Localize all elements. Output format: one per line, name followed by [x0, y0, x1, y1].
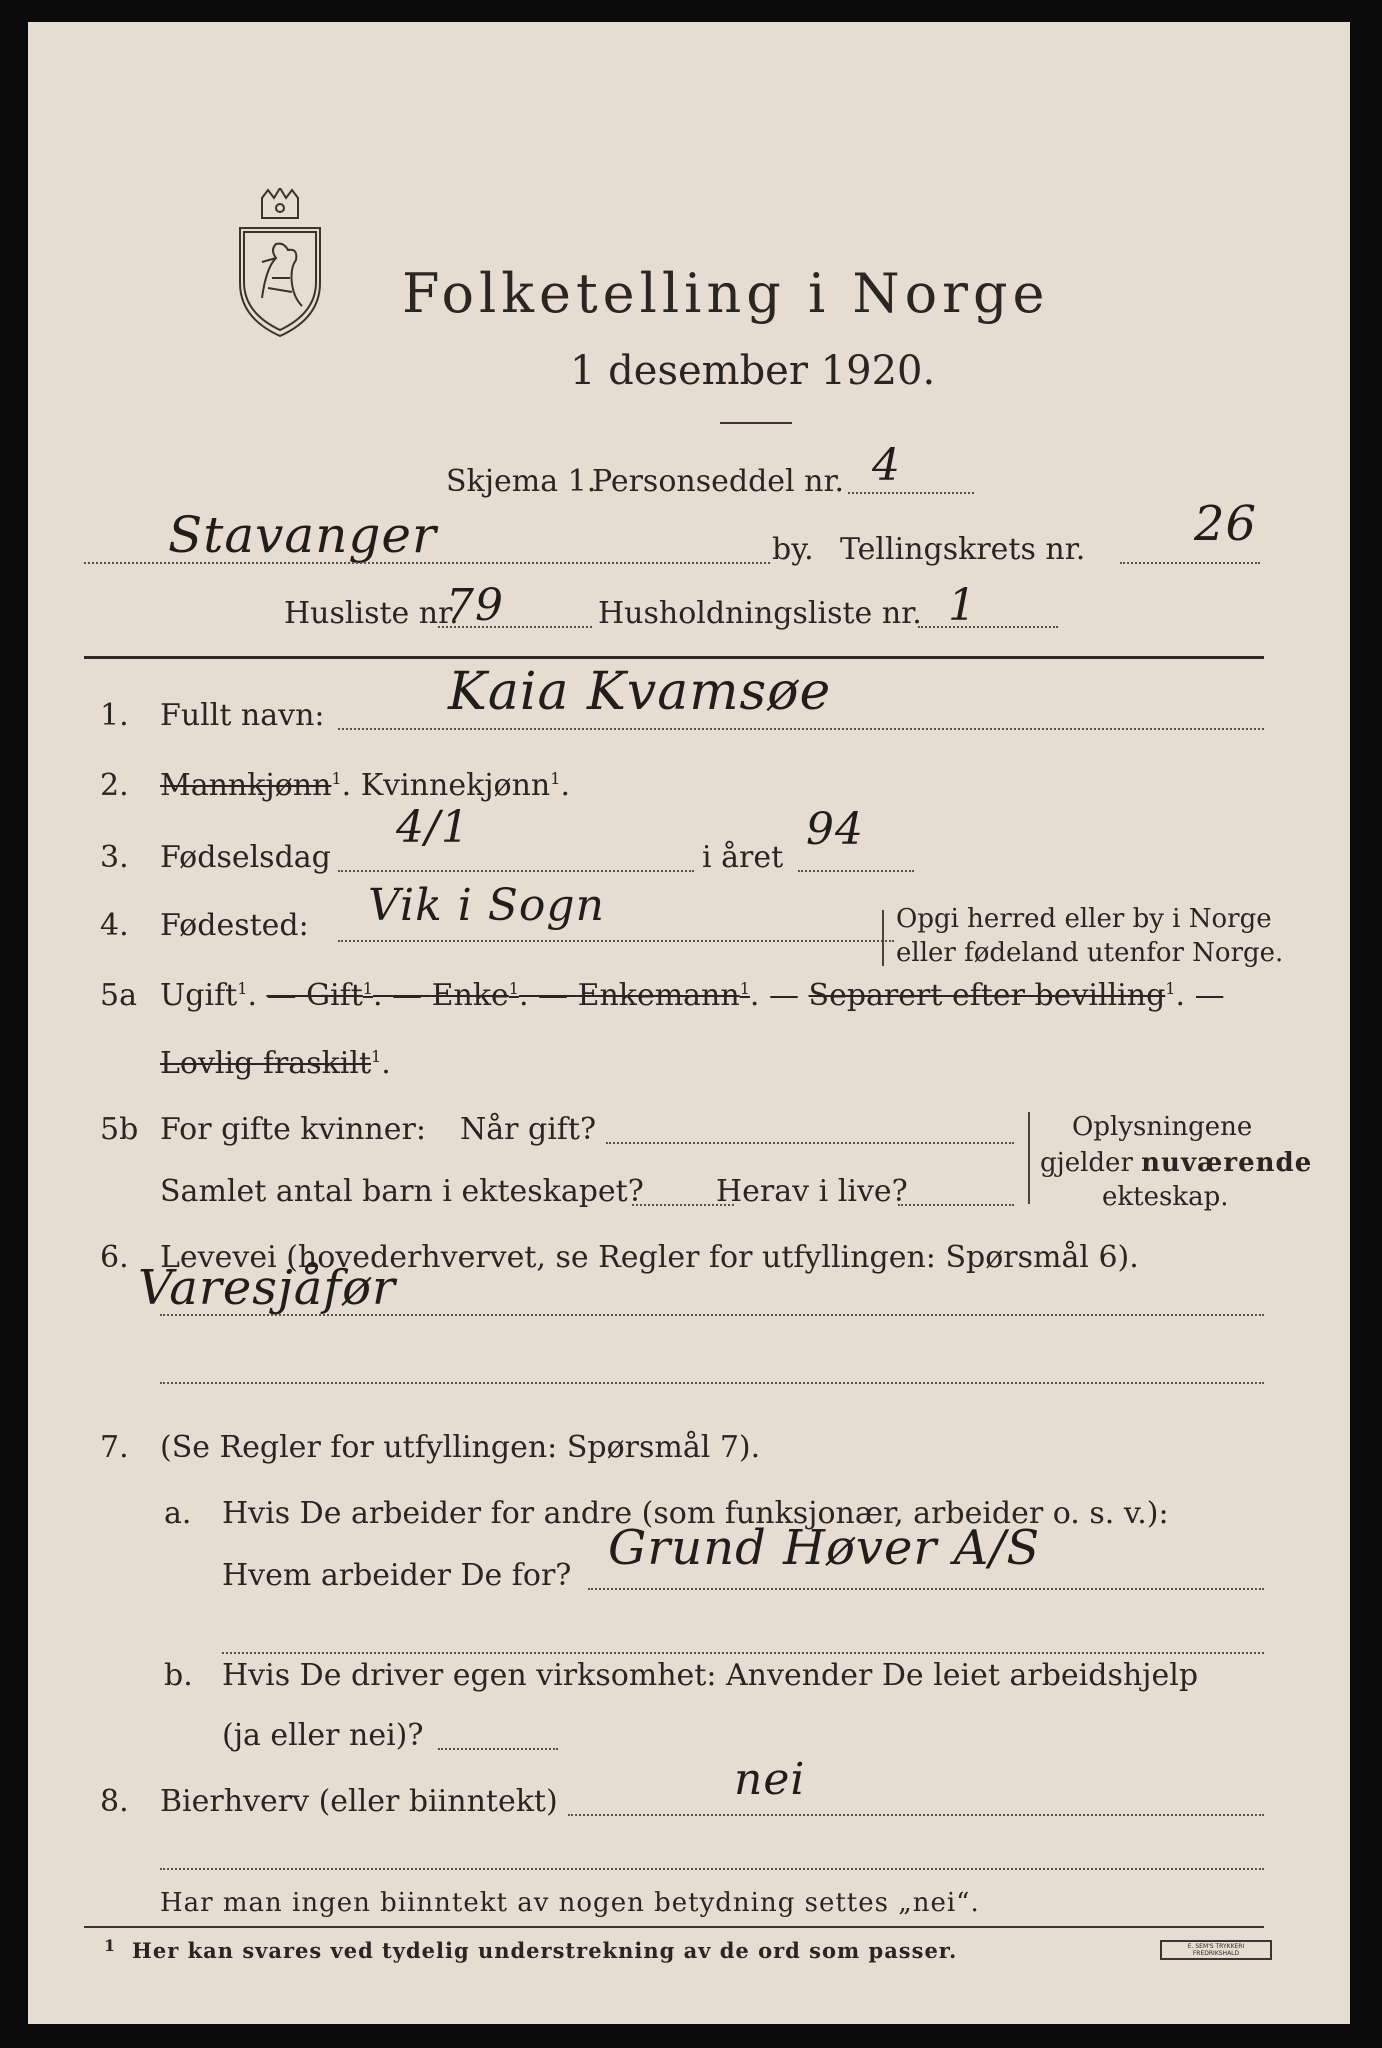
- footnote-mark: 1: [104, 1936, 116, 1955]
- q1-value: Kaia Kvamsøe: [448, 662, 832, 722]
- q2-options: [160, 768, 570, 803]
- q6-number: 6.: [100, 1240, 129, 1275]
- husholdning-line: [918, 626, 1058, 628]
- q6-line2: [160, 1382, 1264, 1384]
- q8-value: nei: [734, 1754, 806, 1805]
- q5a-ugift: Ugift: [160, 978, 238, 1013]
- q3-year-value: 94: [806, 804, 864, 855]
- q1-label: Fullt navn:: [160, 698, 325, 733]
- personseddel-value: 4: [872, 440, 901, 491]
- tellingskrets-label: Tellingskrets nr.: [840, 532, 1086, 567]
- q5a-dash2: —: [1194, 978, 1225, 1013]
- q6-label: Levevei (hovederhvervet, se Regler for utfyllingen: Spørsmål 6).: [160, 1240, 1139, 1275]
- q2-sup2: 1: [550, 769, 561, 788]
- q8-label: Bierhverv (eller biinntekt): [160, 1784, 558, 1819]
- q2-mannkjonn: Mannkjønn: [160, 768, 332, 803]
- q5a-separert: Separert efter bevilling: [808, 978, 1166, 1013]
- q7b-text1: Hvis De driver egen virksomhet: Anvender De leiet arbeidshjelp: [222, 1658, 1199, 1693]
- census-date: 1 desember 1920.: [570, 348, 936, 394]
- q7a-text2: Hvem arbeider De for?: [222, 1558, 572, 1593]
- q8-line2: [160, 1868, 1264, 1870]
- q5b-note-line3: ekteskap.: [1102, 1182, 1229, 1212]
- footer-rule: [84, 1926, 1264, 1928]
- footnote-text: Her kan svares ved tydelig understrekning av de ord som passer.: [132, 1938, 958, 1963]
- footer-note: Har man ingen biinntekt av nogen betydning settes „nei“.: [160, 1888, 980, 1918]
- q7a-text1: Hvis De arbeider for andre (som funksjonær, arbeider o. s. v.):: [222, 1496, 1169, 1531]
- husholdning-value: 1: [948, 580, 977, 631]
- q5b-brace: [1028, 1112, 1030, 1204]
- q5b-naar-label: Når gift?: [460, 1112, 597, 1147]
- by-label: by.: [772, 532, 814, 567]
- q5a-sup1: 1: [237, 979, 248, 998]
- q6-value: Varesjåfør: [138, 1260, 396, 1316]
- header-divider: [84, 656, 1264, 659]
- q1-number: 1.: [100, 698, 129, 733]
- q1-line: [338, 728, 1264, 730]
- q3-label: Fødselsdag: [160, 840, 331, 875]
- q4-note-line1: Opgi herred eller by i Norge: [896, 904, 1272, 934]
- q4-brace: [882, 910, 884, 966]
- q5a-dash: —: [768, 978, 799, 1013]
- q2-number: 2.: [100, 768, 129, 803]
- printer-stamp: E. SEM'S TRYKKERI FREDRIKSHALD: [1160, 1940, 1272, 1960]
- q2-kvinnekjonn: Kvinnekjønn: [360, 768, 551, 803]
- q2-sup1: 1: [331, 769, 342, 788]
- norwegian-coat-of-arms-icon: [232, 188, 328, 338]
- q7a-line2: [222, 1652, 1264, 1654]
- q7a-value: Grund Høver A/S: [608, 1520, 1041, 1576]
- q5a-options: Ugift$^1$. — Gift$^1$. — Enke$^1$. — Enkemann$^1$. — Separert efter bevilling$^1$. —: [160, 978, 1225, 1013]
- husholdning-label: Husholdningsliste nr.: [598, 596, 922, 631]
- q5b-ilive-line: [898, 1204, 1014, 1206]
- form-title: Folketelling i Norge: [402, 262, 1050, 325]
- q8-number: 8.: [100, 1784, 129, 1819]
- husliste-label: Husliste nr.: [284, 596, 459, 631]
- q5a-fraskilt-row: Lovlig fraskilt$^1$.: [160, 1046, 391, 1081]
- q7b-text2: (ja eller nei)?: [222, 1718, 424, 1753]
- personseddel-line: [848, 492, 974, 494]
- q5b-barn-label: Samlet antal barn i ekteskapet?: [160, 1174, 644, 1209]
- q4-label: Fødested:: [160, 908, 309, 943]
- q7-number: 7.: [100, 1430, 129, 1465]
- q5a-fraskilt: Lovlig fraskilt: [160, 1046, 372, 1081]
- q5b-number: 5b: [100, 1112, 139, 1147]
- q7b-line: [438, 1748, 558, 1750]
- q5a-gift-group: — Gift$^1$. — Enke$^1$. — Enkemann$^1$: [266, 978, 750, 1013]
- city-value: Stavanger: [168, 506, 437, 564]
- q4-note-line2: eller fødeland utenfor Norge.: [896, 938, 1284, 968]
- q7a-line1: [588, 1588, 1264, 1590]
- q7a-letter: a.: [164, 1496, 192, 1531]
- q8-line: [568, 1814, 1264, 1816]
- title-divider: [720, 422, 792, 424]
- husliste-value: 79: [446, 580, 504, 631]
- q5b-note-line1: Oplysningene: [1072, 1112, 1253, 1142]
- q2-period1: .: [341, 768, 352, 803]
- q5b-label: For gifte kvinner:: [160, 1112, 426, 1147]
- q2-period2: .: [560, 768, 570, 803]
- q7-label: (Se Regler for utfyllingen: Spørsmål 7).: [160, 1430, 761, 1465]
- q7b-letter: b.: [164, 1658, 193, 1693]
- q3-year-line: [798, 870, 914, 872]
- q3-day-value: 4/1: [396, 802, 470, 853]
- q4-number: 4.: [100, 908, 129, 943]
- q3-year-label: i året: [702, 840, 784, 875]
- q5b-ilive-label: Herav i live?: [716, 1174, 908, 1209]
- tellingskrets-line: [1120, 562, 1260, 564]
- q5b-note-line2: gjelder nuværende: [1040, 1148, 1313, 1178]
- q5a-sup2: 1: [1165, 979, 1176, 998]
- personseddel-label: Personseddel nr.: [592, 464, 845, 499]
- q4-line: [338, 940, 894, 942]
- tellingskrets-value: 26: [1194, 496, 1258, 552]
- q5a-number: 5a: [100, 978, 137, 1013]
- q4-value: Vik i Sogn: [368, 880, 605, 931]
- q3-number: 3.: [100, 840, 129, 875]
- q3-day-line: [338, 870, 694, 872]
- q5a-sup3: 1: [371, 1047, 382, 1066]
- census-form: [28, 22, 1350, 2024]
- q5b-naar-line: [606, 1142, 1014, 1144]
- skjema-label: Skjema 1.: [446, 464, 597, 499]
- city-line: [84, 562, 770, 564]
- q6-line1: [160, 1314, 1264, 1316]
